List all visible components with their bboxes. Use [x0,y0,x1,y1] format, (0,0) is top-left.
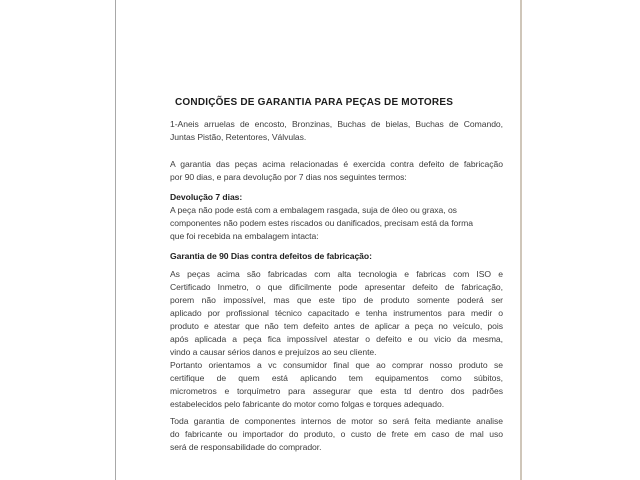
heading-garantia-90: Garantia de 90 Dias contra defeitos de fabricação: [170,251,372,261]
page-left-edge [115,0,116,480]
text-line: será de responsabilidade do comprador. [170,442,322,452]
garantia-interna [170,415,503,454]
orientacao-consumidor [170,359,503,411]
text-line: certifique de quem está aplicando tem equipamentos como súbitos, [170,373,503,383]
text-line: produto e atestar que não tem defeito antes de aplicar a peça no veículo, pois [170,321,503,331]
text-line: componentes não podem estes riscados ou danificados, precisam está da forma [170,218,473,228]
text-line: Toda garantia de componentes internos de motor so será feita mediante analise [170,416,503,426]
text-line: micrometros e torquímetro para assegurar que esta td dentro dos padrões [170,386,503,396]
text-line: por 90 dias, e para devolução por 7 dias nos seguintes termos: [170,172,407,182]
text-line: A garantia das peças acima relacionadas é exercida contra defeito de fabricação [170,159,503,169]
page-right-edge [520,0,522,480]
text-line: que foi recebida na embalagem intacta: [170,231,319,241]
text-line: Portanto orientamos a vc consumidor final que ao comprar nosso produto se [170,360,503,370]
text-line: A peça não pode está com a embalagem rasgada, suja de óleo ou graxa, os [170,205,457,215]
garantia-detail [170,268,503,359]
text-line: Certificado Inmetro, o que dificilmente pode apresentar defeito de fabricação, [170,282,503,292]
text-line: Juntas Pistão, Retentores, Válvulas. [170,132,307,142]
document-page [170,96,503,454]
text-line: após aplicada a peça fica impossível atestar o defeito e ou vicio da mesma, [170,334,503,344]
text-line: estabelecidos pelo fabricante do motor como folgas e torques adequado. [170,399,445,409]
document-body [170,118,503,454]
parts-list [170,118,503,144]
text-line: porem não impossível, mas que este tipo de produto somente poderá ser [170,295,503,305]
warranty-intro [170,158,503,184]
devolucao-terms [170,204,503,243]
text-line: As peças acima são fabricadas com alta tecnologia e fabricas com ISO e [170,269,503,279]
document-title: CONDIÇÕES DE GARANTIA PARA PEÇAS DE MOTORES [175,97,454,108]
text-line: aplicado por profissional técnico capacitado e tenha instrumentos para medir o [170,308,503,318]
text-line: do fabricante ou importador do produto, o custo de frete em caso de mal uso [170,429,503,439]
text-line: 1-Aneis arruelas de encosto, Bronzinas, Buchas de bielas, Buchas de Comando, [170,119,503,129]
text-line: vindo a causar sérios danos e prejuízos ao seu cliente. [170,347,377,357]
heading-devolucao: Devolução 7 dias: [170,192,243,202]
